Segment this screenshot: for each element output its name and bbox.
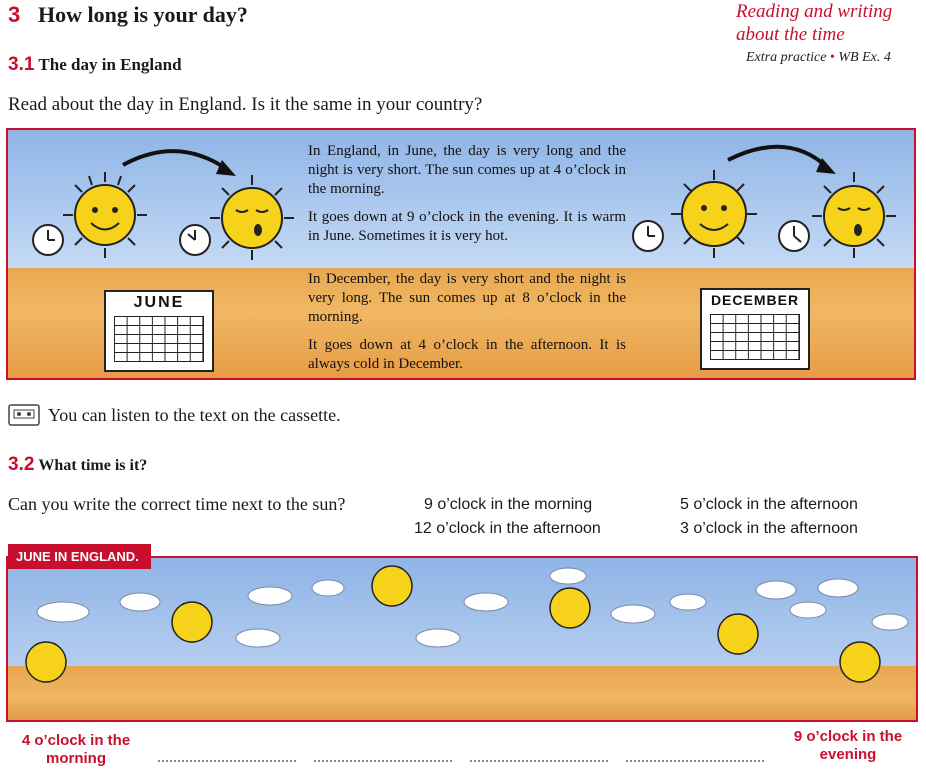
cloud-icon xyxy=(550,568,586,584)
start-time-label xyxy=(14,732,138,768)
time-option: 5 o’clock in the afternoon xyxy=(680,496,858,513)
arrow-icon xyxy=(123,151,236,176)
answer-line[interactable] xyxy=(314,760,452,762)
cloud-icon xyxy=(818,579,858,597)
cloud-icon xyxy=(756,581,796,599)
cloud-icon xyxy=(464,593,508,611)
cassette-note: You can listen to the text on the cassette. xyxy=(48,405,341,425)
arrow-icon xyxy=(728,147,836,174)
clock-icon xyxy=(180,225,210,255)
cloud-icon xyxy=(790,602,826,618)
unit-title: How long is your day? xyxy=(38,2,248,27)
intro-text: Read about the day in England. Is it the same in your country? xyxy=(8,94,483,115)
cassette-icon xyxy=(8,404,40,426)
cloud-icon xyxy=(312,580,344,596)
sun-setting-icon xyxy=(812,172,896,258)
june-paragraph-1: In England, in June, the day is very long and the night is very short. The sun comes up at 4 o’clock in the morning. xyxy=(308,143,626,197)
extra-practice-ref xyxy=(746,50,891,66)
day-in-england-illustration xyxy=(6,128,916,380)
june-paragraph-2: It goes down at 9 o’clock in the evening. It is warm in June. Sometimes it is very hot. xyxy=(308,209,626,244)
time-option: 12 o’clock in the afternoon xyxy=(414,520,601,537)
calendar-december-label: DECEMBER xyxy=(710,292,800,308)
cloud-icon xyxy=(236,629,280,647)
end-time-line-2: evening xyxy=(819,746,877,763)
cloud-icon xyxy=(248,587,292,605)
sun-smiling-icon xyxy=(671,170,757,258)
calendar-icon xyxy=(104,290,214,372)
cloud-icon xyxy=(416,629,460,647)
clock-icon xyxy=(633,221,663,251)
sun-positions xyxy=(8,558,916,720)
sun-setting-icon xyxy=(210,175,294,260)
question-text: Can you write the correct time next to the sun? xyxy=(8,494,346,514)
sun-icon xyxy=(26,642,66,682)
section-title: What time is it? xyxy=(38,457,148,474)
section-heading-3-2 xyxy=(8,454,147,476)
sun-smiling-icon xyxy=(63,172,147,258)
section-heading-3-1 xyxy=(8,54,182,76)
cloud-icon xyxy=(611,605,655,623)
clock-icon xyxy=(33,225,63,255)
section-number: 3.2 xyxy=(8,454,35,475)
answer-line[interactable] xyxy=(158,760,296,762)
calendar-icon xyxy=(700,288,810,370)
workbook-ref: WB Ex. 4 xyxy=(838,50,891,65)
section-title: The day in England xyxy=(38,55,182,74)
calendar-june-label: JUNE xyxy=(133,294,185,311)
end-time-line-1: 9 o’clock in the xyxy=(793,728,903,745)
bullet: • xyxy=(829,50,835,65)
section-number: 3.1 xyxy=(8,54,35,75)
calendar-grid xyxy=(114,316,204,362)
december-paragraph-2: It goes down at 4 o’clock in the afternoon. It is always cold in December. xyxy=(308,337,626,372)
december-suns-illustration xyxy=(618,130,914,270)
start-time-line-2: morning xyxy=(46,750,106,767)
cloud-icon xyxy=(670,594,706,610)
end-time-label xyxy=(780,728,916,764)
extra-practice-label: Extra practice xyxy=(746,50,827,65)
sun-icon xyxy=(172,602,212,642)
sun-icon xyxy=(840,642,880,682)
time-option: 3 o’clock in the afternoon xyxy=(680,520,858,537)
sun-icon xyxy=(372,566,412,606)
clock-icon xyxy=(779,221,809,251)
june-in-england-tag: JUNE IN ENGLAND. xyxy=(8,544,151,569)
cloud-icon xyxy=(120,593,160,611)
cloud-icon xyxy=(37,602,89,622)
calendar-grid xyxy=(710,314,800,360)
cloud-icon xyxy=(872,614,908,630)
start-time-line-1: 4 o’clock in the xyxy=(21,732,131,749)
sun-icon xyxy=(550,588,590,628)
topic-line-1: Reading and writing xyxy=(736,1,893,22)
december-paragraph-1: In December, the day is very short and the night is very long. The sun comes up at 8 o’clock in the morning. xyxy=(308,271,626,325)
sun-path-illustration xyxy=(6,556,918,722)
time-option: 9 o’clock in the morning xyxy=(424,496,593,513)
sun-icon xyxy=(718,614,758,654)
unit-number: 3 xyxy=(8,2,21,27)
answer-line[interactable] xyxy=(626,760,764,762)
answer-line[interactable] xyxy=(470,760,608,762)
topic-heading xyxy=(736,0,906,46)
topic-line-2: about the time xyxy=(736,24,845,45)
june-suns-illustration xyxy=(8,130,308,270)
